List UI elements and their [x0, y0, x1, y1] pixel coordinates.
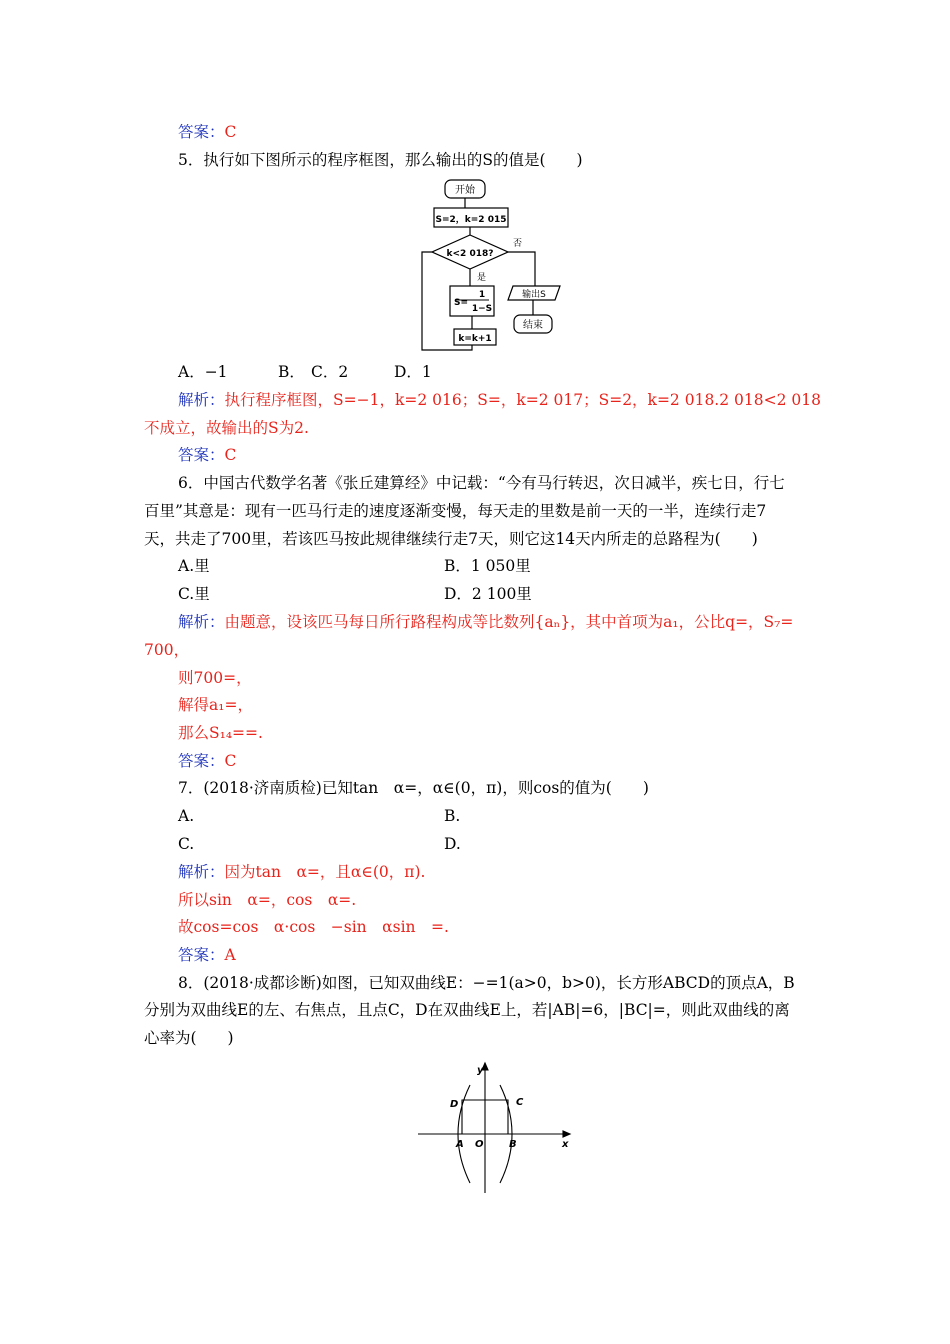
q5-analysis-2: 不成立，故输出的S为2.: [144, 419, 309, 437]
answer-value: C: [224, 123, 237, 141]
analysis-label: 解析：: [178, 863, 225, 881]
label-c: C: [516, 1097, 524, 1108]
answer-line-q4: [178, 121, 236, 143]
q6-analysis-1: [178, 611, 793, 633]
q6-analysis-2: 700，: [144, 641, 190, 659]
q6-stem-3: 天，共走了700里，若该匹马按此规律继续行走7天，则它这14天内所走的总路程为( ): [144, 530, 758, 548]
q7-stem: 7．(2018·济南质检)已知tan α=，α∈(0，π)，则cos的值为( ): [178, 779, 649, 797]
analysis-text: 由题意，设该匹马每日所行路程构成等比数列{aₙ}，其中首项为a₁，公比q=，S₇=: [224, 613, 794, 631]
q6-stem-1: 6．中国古代数学名著《张丘建算经》中记载：“今有马行转迟，次日减半，疾七日，行七: [178, 474, 785, 492]
q5-analysis-1: [178, 389, 821, 411]
answer-label: 答案：: [178, 446, 225, 464]
answer-label: 答案：: [178, 946, 225, 964]
q6-option-c: C.里: [178, 585, 210, 603]
q8-stem-3: 心率为( ): [144, 1029, 234, 1047]
flow-assign-num: 1: [478, 290, 486, 300]
flow-assign-den: 1−S: [471, 304, 493, 314]
flow-no-label: 否: [513, 239, 523, 249]
q8-hyperbola-figure: [410, 1055, 580, 1197]
q7-option-b: B.: [444, 807, 461, 825]
analysis-text: 执行程序框图，S=−1，k=2 016；S=，k=2 017；S=2，k=2 018.2 018<2 018: [224, 391, 821, 409]
label-a: A: [456, 1139, 464, 1150]
answer-line-q5: [178, 444, 236, 466]
flow-yes-label: 是: [477, 273, 487, 283]
q6-analysis-3: 则700=，: [178, 669, 252, 687]
label-o: O: [475, 1139, 484, 1150]
flow-end-text: 结束: [523, 320, 543, 331]
q7-analysis-2: 所以sin α=，cos α=.: [178, 891, 357, 909]
q5-stem: 5．执行如下图所示的程序框图，那么输出的S的值是( ): [178, 151, 583, 169]
q5-option-a: A．−1: [178, 363, 228, 381]
q6-analysis-4: 解得a₁=，: [178, 696, 253, 714]
q6-option-a: A.里: [178, 557, 210, 575]
label-x: x: [562, 1139, 569, 1150]
q6-analysis-5: 那么S₁₄==.: [178, 724, 263, 742]
answer-line-q7: [178, 944, 236, 966]
analysis-label: 解析：: [178, 391, 225, 409]
label-b: B: [509, 1139, 517, 1150]
q5-option-d: D．1: [394, 363, 432, 381]
analysis-text: 因为tan α=，且α∈(0，π).: [224, 863, 426, 881]
flow-output-text: 输出S: [522, 290, 546, 300]
q8-stem-1: 8．(2018·成都诊断)如图，已知双曲线E：−=1(a>0，b>0)，长方形ABCD的顶点A，B: [178, 974, 795, 992]
q7-option-d: D.: [444, 835, 461, 853]
q6-option-b: B．1 050里: [444, 557, 531, 575]
answer-label: 答案：: [178, 123, 225, 141]
label-y: y: [477, 1065, 484, 1076]
q7-analysis-1: [178, 861, 425, 883]
q7-option-c: C.: [178, 835, 195, 853]
q6-stem-2: 百里”其意是：现有一匹马行走的速度逐渐变慢，每天走的里数是前一天的一半，连续行走7: [144, 502, 767, 520]
flow-assign-lhs: S=: [454, 298, 469, 308]
label-d: D: [450, 1099, 459, 1110]
flow-cond-text: k<2 018?: [446, 249, 494, 259]
answer-value: C: [224, 446, 237, 464]
flow-start-text: 开始: [455, 185, 475, 196]
q8-stem-2: 分别为双曲线E的左、右焦点，且点C，D在双曲线E上，若|AB|=6，|BC|=，则此双曲线的离: [144, 1001, 790, 1019]
answer-value: A: [224, 946, 236, 964]
q7-option-a: A.: [178, 807, 195, 825]
flow-init-text: S=2，k=2 015: [435, 215, 507, 225]
q5-option-b: B．: [278, 363, 305, 381]
q5-option-c: C．2: [311, 363, 349, 381]
x-axis-arrow: [563, 1131, 570, 1137]
answer-label: 答案：: [178, 752, 225, 770]
answer-value: C: [224, 752, 237, 770]
q7-analysis-3: 故cos=cos α·cos −sin αsin =.: [178, 918, 449, 936]
flow-incr-text: k=k+1: [458, 334, 492, 344]
analysis-label: 解析：: [178, 613, 225, 631]
answer-line-q6: [178, 750, 236, 772]
q5-flowchart: [410, 172, 585, 357]
q6-option-d: D．2 100里: [444, 585, 532, 603]
